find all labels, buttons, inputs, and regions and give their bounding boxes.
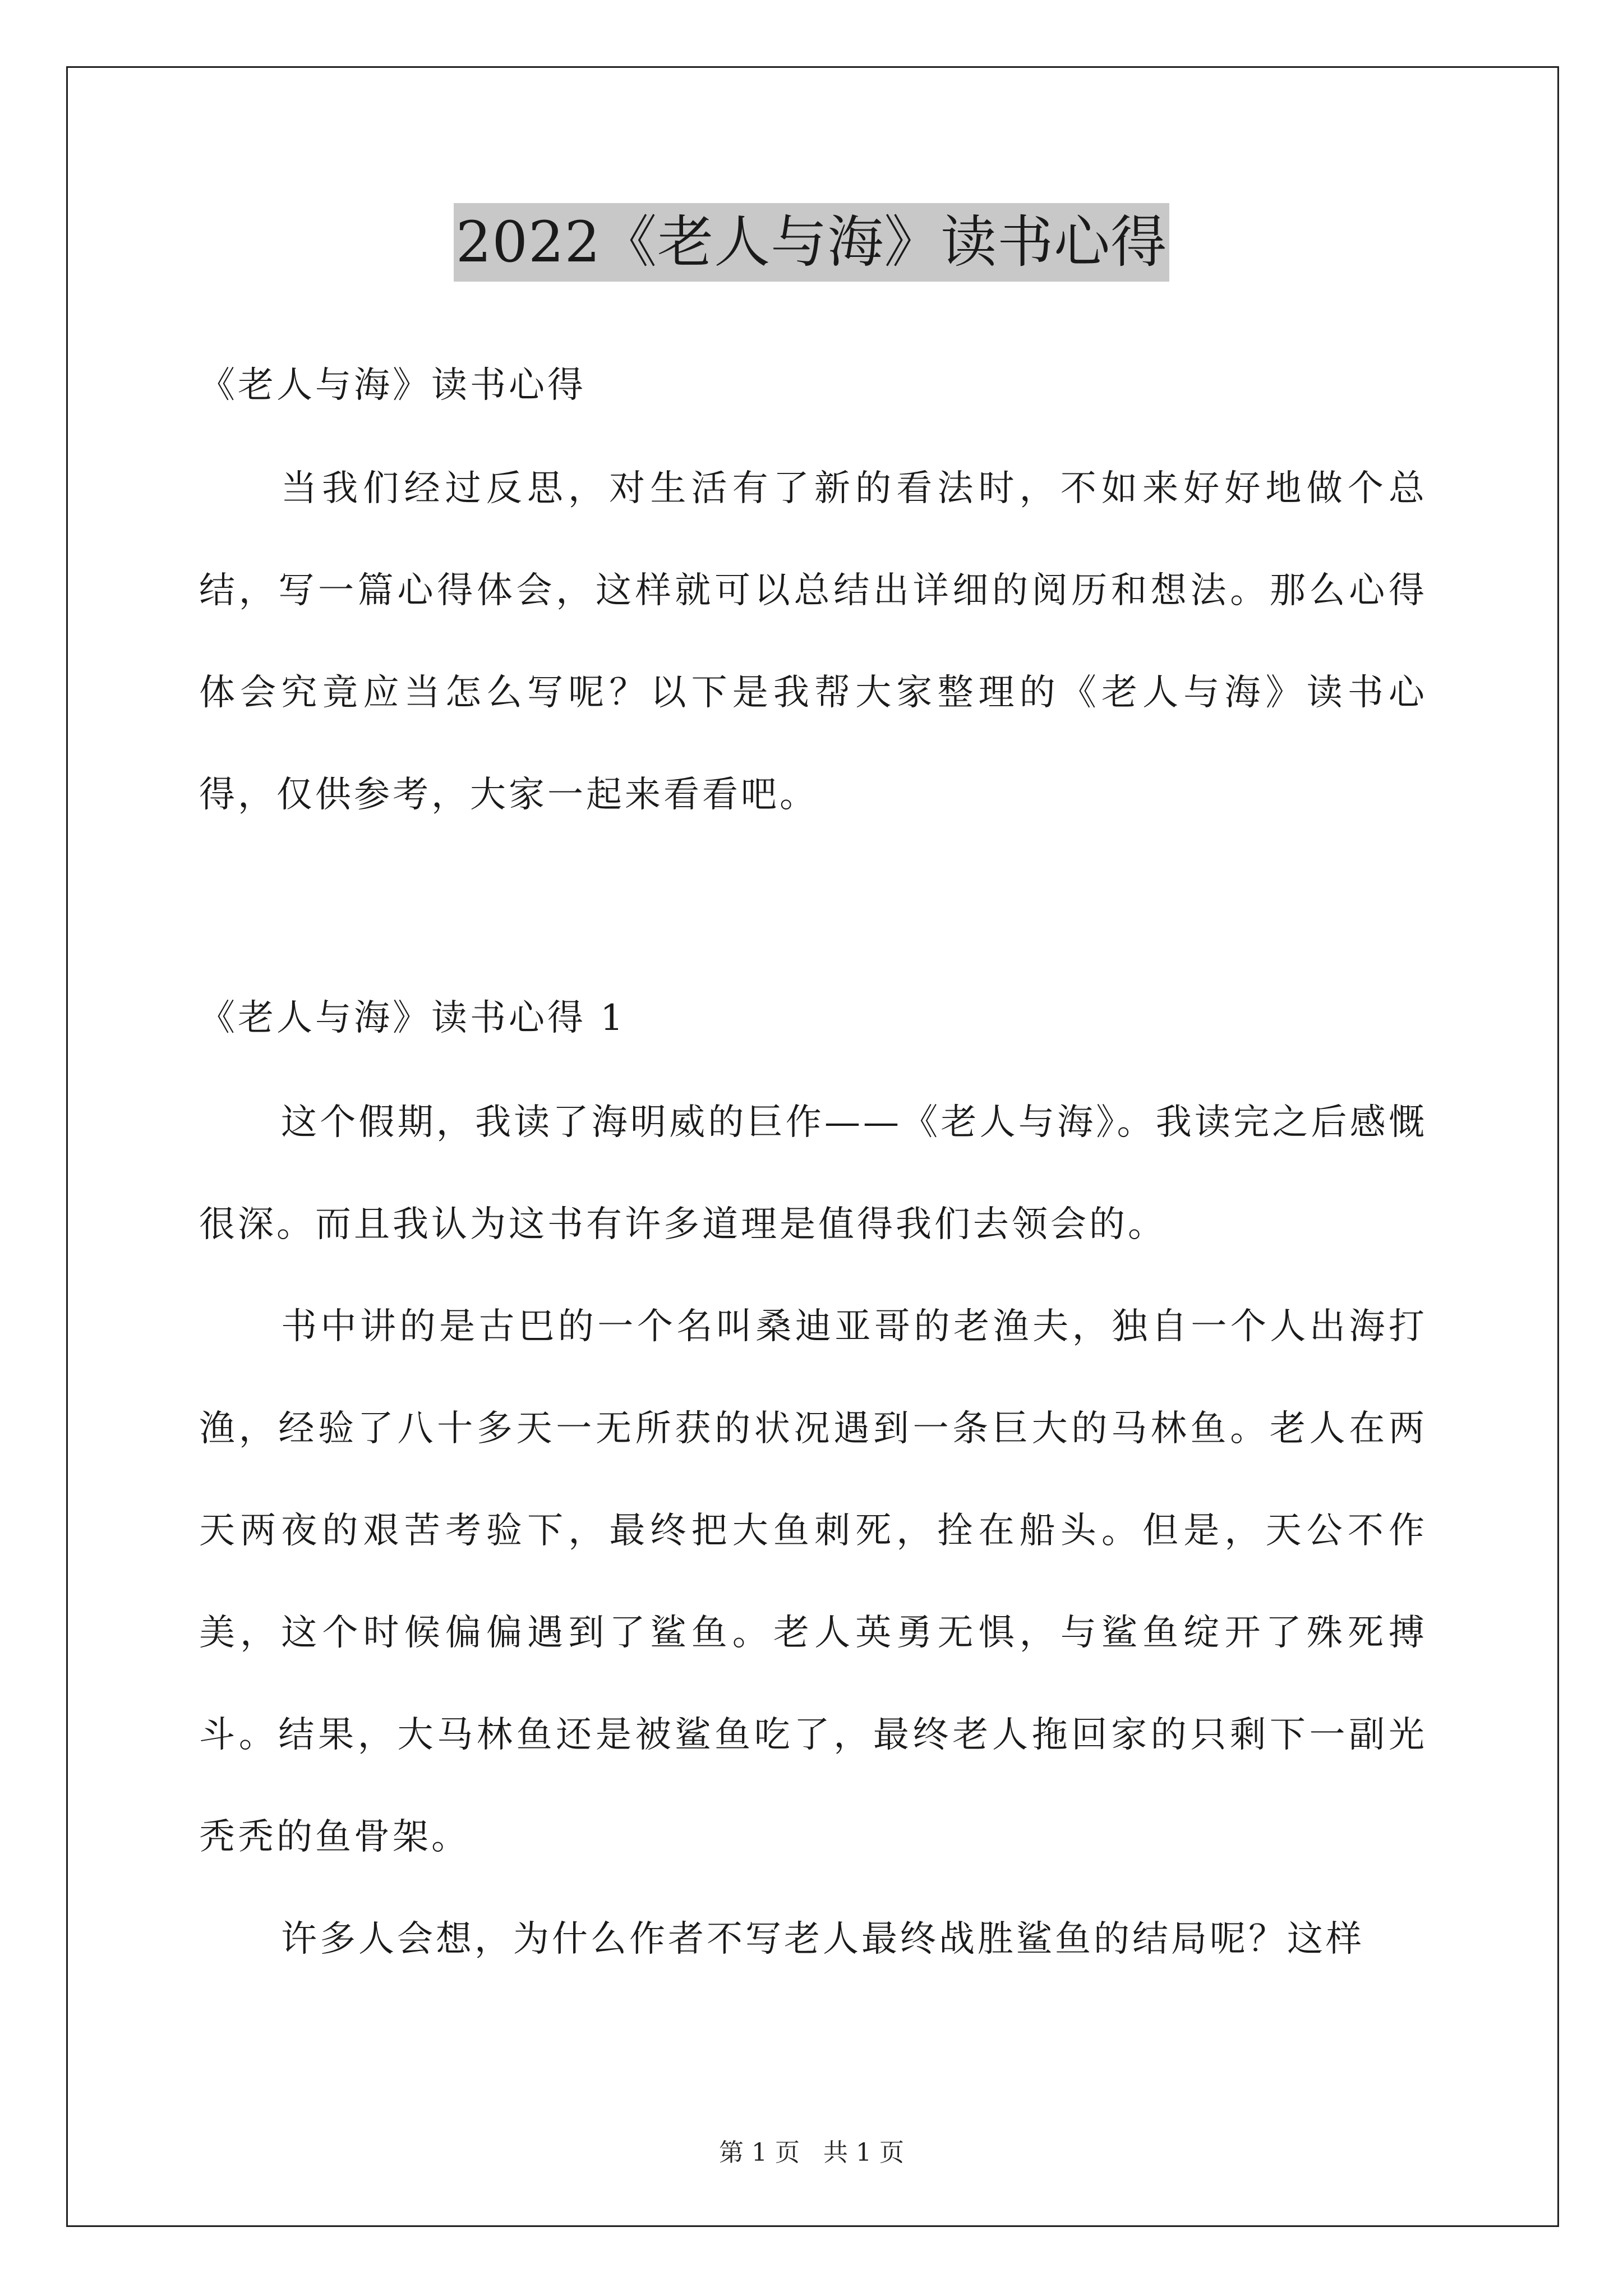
section1-paragraph-3: 许多人会想，为什么作者不写老人最终战胜鲨鱼的结局呢？这样 — [281, 1918, 1364, 1960]
intro-heading: 《老人与海》读书心得 — [199, 365, 586, 406]
section1-paragraph-2: 书中讲的是古巴的一个名叫桑迪亚哥的老渔夫，独自一个人出海打渔，经验了八十多天一无所获的状况遇到一条巨大的马林鱼。老人在两天两夜的艰苦考验下，最终把大鱼刺死，拴在船头。但是，天公不作美，这个时候偏偏遇到了鲨鱼。老人英勇无惧，与鲨鱼绽开了殊死搏斗。结果，大马林鱼还是被鲨鱼吃了，最终老人拖回家的只剩下一副光秃秃的鱼骨架。 — [199, 1306, 1427, 1858]
title-container — [0, 203, 1623, 282]
intro-section — [199, 438, 1427, 846]
section1-body — [199, 1071, 1427, 1990]
section1-heading: 《老人与海》读书心得 1 — [199, 997, 626, 1039]
section1-paragraph-1: 这个假期，我读了海明威的巨作——《老人与海》。我读完之后感慨很深。而且我认为这书有许多道理是值得我们去领会的。 — [199, 1102, 1427, 1245]
page-footer: 第 1 页 共 1 页 — [719, 2138, 904, 2167]
intro-paragraph: 当我们经过反思，对生活有了新的看法时，不如来好好地做个总结，写一篇心得体会，这样就可以总结出详细的阅历和想法。那么心得体会究竟应当怎么写呢？以下是我帮大家整理的《老人与海》读书心得，仅供参考，大家一起来看看吧。 — [199, 468, 1427, 816]
document-title: 2022《老人与海》读书心得 — [454, 203, 1170, 282]
